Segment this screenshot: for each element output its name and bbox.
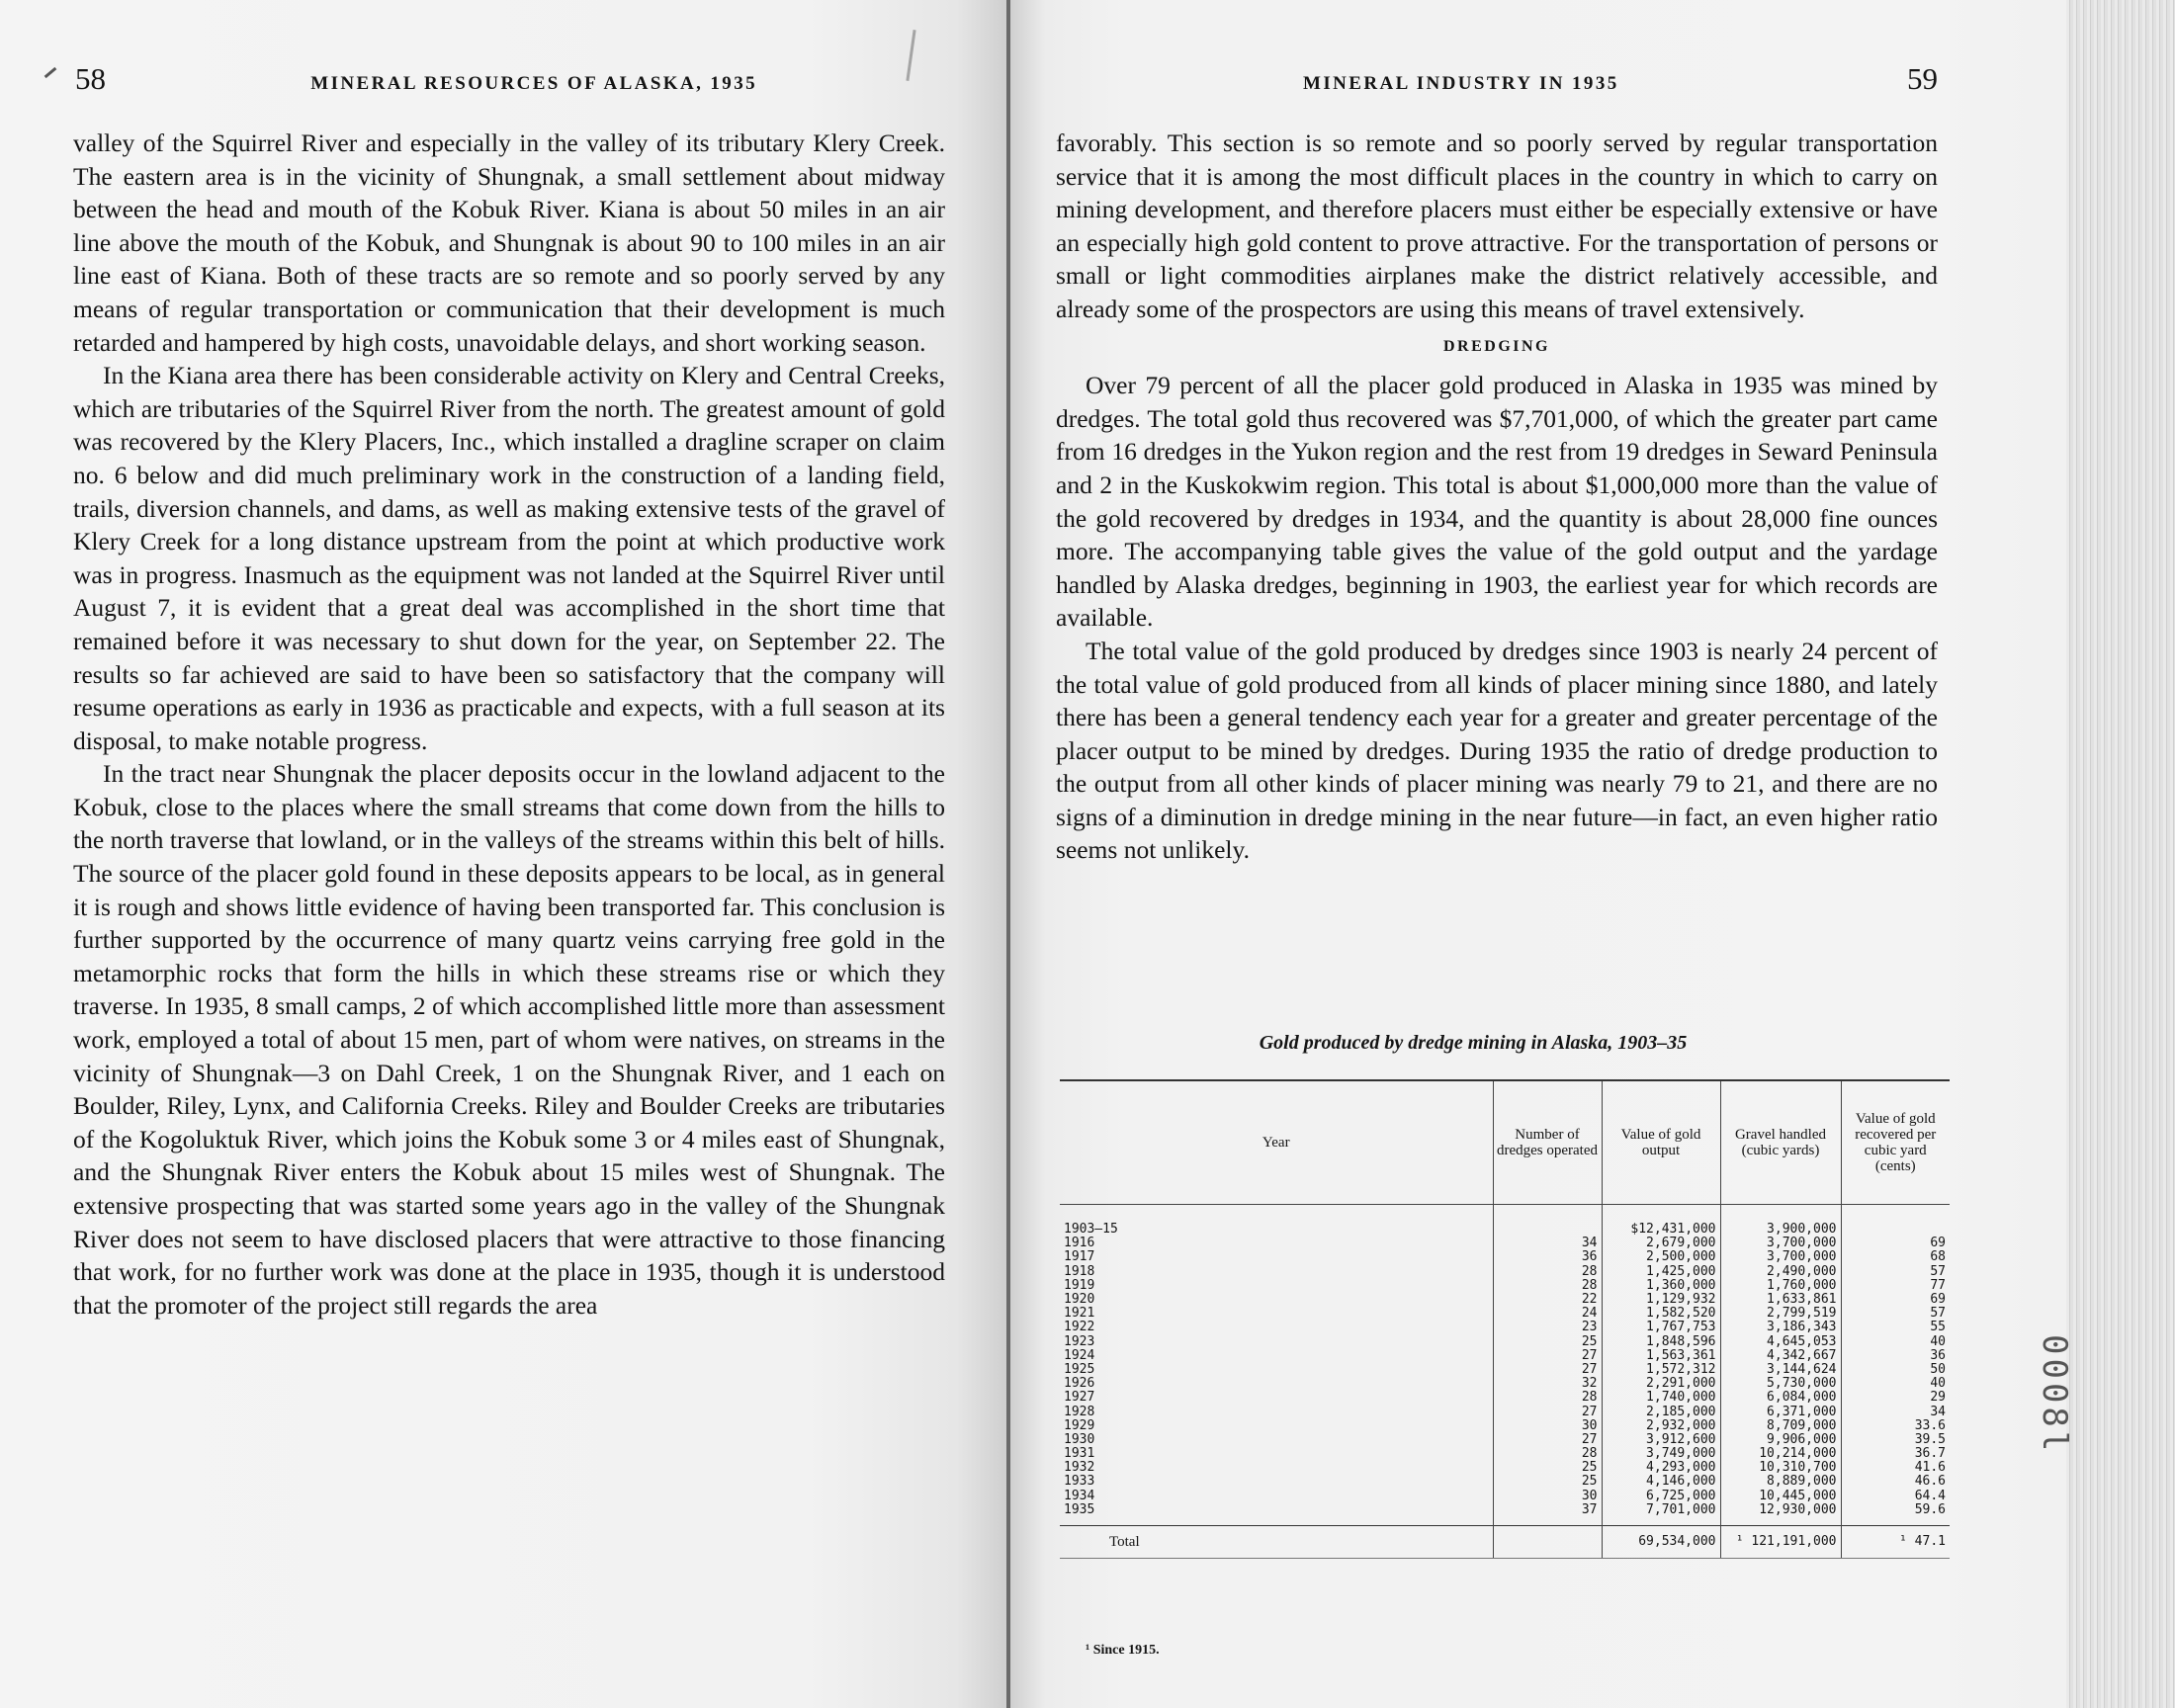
table-cell-cents: 39.5 xyxy=(1841,1433,1950,1447)
table-total-dredges xyxy=(1493,1525,1602,1558)
table-cell-gravel: 1,760,000 xyxy=(1720,1279,1841,1293)
table-cell-year: 1920 xyxy=(1064,1292,1095,1308)
table-cell-year: 1924 xyxy=(1064,1347,1095,1363)
table-row xyxy=(1060,1307,1950,1321)
table-cell-year: 1931 xyxy=(1064,1446,1095,1462)
table-row xyxy=(1060,1321,1950,1334)
column-header: Gravel handled (cubic yards) xyxy=(1720,1080,1841,1205)
table-cell-value: 2,932,000 xyxy=(1602,1419,1720,1433)
table-total-label: Total xyxy=(1060,1525,1493,1558)
table-cell-cents: 41.6 xyxy=(1841,1461,1950,1475)
right-page-header xyxy=(1303,61,1938,101)
table-cell-cents: 29 xyxy=(1841,1391,1950,1405)
table-cell-gravel: 10,310,700 xyxy=(1720,1461,1841,1475)
table-cell-year: 1935 xyxy=(1064,1501,1095,1517)
table-cell-dredges: 23 xyxy=(1493,1321,1602,1334)
table-cell-gravel: 3,700,000 xyxy=(1720,1237,1841,1250)
table-cell-cents: 68 xyxy=(1841,1250,1950,1264)
table-row xyxy=(1060,1377,1950,1391)
running-head: MINERAL RESOURCES OF ALASKA, 1935 xyxy=(310,73,757,94)
table-cell-value: 2,185,000 xyxy=(1602,1405,1720,1418)
table-row xyxy=(1060,1265,1950,1279)
table-cell-dredges: 27 xyxy=(1493,1405,1602,1418)
left-page xyxy=(0,0,1006,1708)
table-cell-gravel: 6,084,000 xyxy=(1720,1391,1841,1405)
body-paragraph: The total value of the gold produced by dredges since 1903 is nearly 24 percent of the total value of gold produced from all kinds of placer mining since 1880, and lately there has been a general tendency each year for a greater and greater percentage of the placer output to be mined by dredges. During 1935 the ratio of dredge production to the output from all other kinds of placer mining was nearly 79 to 21, and there are no signs of a diminution in dredge mining in the near future—in fact, an even higher ratio seems not unlikely. xyxy=(1056,636,1938,865)
table-header-row xyxy=(1060,1080,1950,1205)
table-cell-value: 1,572,312 xyxy=(1602,1363,1720,1377)
column-header: Value of gold recovered per cubic yard (cents) xyxy=(1841,1080,1950,1205)
table-cell-dredges: 27 xyxy=(1493,1349,1602,1363)
page-number: 58 xyxy=(75,61,106,96)
table-cell-value: 3,912,600 xyxy=(1602,1433,1720,1447)
body-paragraph: In the tract near Shungnak the placer deposits occur in the lowland adjacent to the Kobuk, close to the places where the small streams that come down from the hills to the north traverse that lowland, or in the valleys of the streams within this belt of hills. The source of the placer gold found in these deposits appears to be local, as in general it is rough and shows little evidence of having been transported far. This conclusion is further supported by the occurrence of many quartz veins carrying free gold in the metamorphic rocks that form the hills in which these streams rise or which they traverse. In 1935, 8 small camps, 2 of which accomplished little more than assessment work, employed a total of about 15 men, part of whom were natives, on streams in the vicinity of Shungnak—3 on Dahl Creek, 1 on the Shungnak River, and 1 each on Boulder, Riley, Lynx, and California Creeks. Riley and Boulder Creeks are tributaries of the Kogoluktuk River, which joins the Kobuk some 3 or 4 miles east of Shungnak, and the Shungnak River enters the Kobuk about 15 miles west of Shungnak. The extensive prospecting that was started some years ago in the valley of the Shungnak River does not seem to have disclosed placers that were attractive to those financing that work, for no further work was done at the place in 1935, though it is understood that the promoter of the project still regards the area xyxy=(73,759,945,1320)
page-number: 59 xyxy=(1907,61,1938,96)
table-cell-cents: 69 xyxy=(1841,1237,1950,1250)
table-total-gravel: ¹ 121,191,000 xyxy=(1720,1525,1841,1558)
table-cell-value: 2,679,000 xyxy=(1602,1237,1720,1250)
table-cell-year: 1922 xyxy=(1064,1320,1095,1335)
table-cell-dredges: 37 xyxy=(1493,1503,1602,1526)
table-cell-year: 1919 xyxy=(1064,1277,1095,1293)
table-row xyxy=(1060,1250,1950,1264)
table-cell-dredges: 25 xyxy=(1493,1461,1602,1475)
table-cell-year: 1926 xyxy=(1064,1376,1095,1392)
table-total-row xyxy=(1060,1525,1950,1558)
pencil-tick xyxy=(44,67,57,78)
table-cell-value: 1,129,932 xyxy=(1602,1293,1720,1307)
table-cell-value: 4,293,000 xyxy=(1602,1461,1720,1475)
table-cell-cents: 64.4 xyxy=(1841,1490,1950,1503)
table-title: Gold produced by dredge mining in Alaska, 1903–35 xyxy=(1259,1032,1688,1054)
table-cell-gravel: 9,906,000 xyxy=(1720,1433,1841,1447)
table-cell-year: 1903–15 xyxy=(1064,1222,1118,1238)
table-cell-dredges: 34 xyxy=(1493,1237,1602,1250)
table-row xyxy=(1060,1205,1950,1238)
table-row xyxy=(1060,1419,1950,1433)
right-page-body xyxy=(1056,127,1938,867)
left-page-header xyxy=(75,61,945,101)
table-cell-year: 1916 xyxy=(1064,1236,1095,1251)
table-cell-gravel: 12,930,000 xyxy=(1720,1503,1841,1526)
table-cell-value: 1,360,000 xyxy=(1602,1279,1720,1293)
table-cell-gravel: 3,700,000 xyxy=(1720,1250,1841,1264)
table-cell-dredges: 24 xyxy=(1493,1307,1602,1321)
table-cell-value: 1,740,000 xyxy=(1602,1391,1720,1405)
table-cell-dredges: 28 xyxy=(1493,1265,1602,1279)
table-cell-cents: 77 xyxy=(1841,1279,1950,1293)
table-cell-dredges: 28 xyxy=(1493,1447,1602,1461)
table-cell-dredges: 32 xyxy=(1493,1377,1602,1391)
table-cell-cents: 36.7 xyxy=(1841,1447,1950,1461)
table-cell-cents: 33.6 xyxy=(1841,1419,1950,1433)
table-row xyxy=(1060,1293,1950,1307)
column-header: Number of dredges operated xyxy=(1493,1080,1602,1205)
table-cell-year: 1932 xyxy=(1064,1460,1095,1476)
table-cell-gravel: 3,900,000 xyxy=(1720,1205,1841,1238)
table-cell-year: 1921 xyxy=(1064,1306,1095,1322)
table-cell-value: $12,431,000 xyxy=(1602,1205,1720,1238)
table-cell-cents: 36 xyxy=(1841,1349,1950,1363)
table-cell-gravel: 2,799,519 xyxy=(1720,1307,1841,1321)
table-cell-cents: 40 xyxy=(1841,1335,1950,1349)
table-cell-year: 1917 xyxy=(1064,1249,1095,1265)
table-row xyxy=(1060,1447,1950,1461)
table-cell-year: 1928 xyxy=(1064,1404,1095,1419)
table-cell-dredges xyxy=(1493,1205,1602,1238)
page-edges xyxy=(2066,0,2175,1708)
table-cell-cents: 69 xyxy=(1841,1293,1950,1307)
table-body xyxy=(1060,1205,1950,1559)
table-cell-value: 1,563,361 xyxy=(1602,1349,1720,1363)
table-row xyxy=(1060,1363,1950,1377)
table-cell-year: 1927 xyxy=(1064,1390,1095,1406)
table-cell-cents xyxy=(1841,1205,1950,1238)
table-row xyxy=(1060,1335,1950,1349)
table-cell-year: 1930 xyxy=(1064,1431,1095,1447)
table-cell-value: 2,291,000 xyxy=(1602,1377,1720,1391)
running-head: MINERAL INDUSTRY IN 1935 xyxy=(1303,73,1619,94)
table-cell-gravel: 6,371,000 xyxy=(1720,1405,1841,1418)
table-cell-value: 4,146,000 xyxy=(1602,1475,1720,1489)
table-cell-cents: 55 xyxy=(1841,1321,1950,1334)
table-footnote: ¹ Since 1915. xyxy=(1086,1643,1160,1658)
table-row xyxy=(1060,1279,1950,1293)
table-cell-gravel: 8,889,000 xyxy=(1720,1475,1841,1489)
table-cell-gravel: 3,186,343 xyxy=(1720,1321,1841,1334)
table-cell-dredges: 28 xyxy=(1493,1279,1602,1293)
archive-stamp: 0008l xyxy=(2035,1334,2074,1456)
table-cell-dredges: 30 xyxy=(1493,1490,1602,1503)
table-cell-value: 6,725,000 xyxy=(1602,1490,1720,1503)
table-cell-gravel: 3,144,624 xyxy=(1720,1363,1841,1377)
table-cell-value: 1,582,520 xyxy=(1602,1307,1720,1321)
table-cell-dredges: 27 xyxy=(1493,1433,1602,1447)
table-row xyxy=(1060,1433,1950,1447)
table-cell-cents: 40 xyxy=(1841,1377,1950,1391)
table-row xyxy=(1060,1405,1950,1418)
table-cell-dredges: 28 xyxy=(1493,1391,1602,1405)
table-cell-gravel: 5,730,000 xyxy=(1720,1377,1841,1391)
table-row xyxy=(1060,1475,1950,1489)
table-cell-year: 1933 xyxy=(1064,1474,1095,1490)
left-page-body xyxy=(73,127,945,1322)
table-cell-gravel: 4,342,667 xyxy=(1720,1349,1841,1363)
table-cell-cents: 46.6 xyxy=(1841,1475,1950,1489)
table-cell-year: 1934 xyxy=(1064,1488,1095,1503)
table-total-cents: ¹ 47.1 xyxy=(1841,1525,1950,1558)
body-paragraph: favorably. This section is so remote and so poorly served by regular transportation service that it is among the most difficult places in the country in which to carry on mining development, and therefore placers must either be especially extensive or have an especially high gold content to prove attractive. For the transportation of persons or small or light commodities airplanes make the district relatively accessible, and already some of the prospectors are using this means of travel extensively. xyxy=(1056,128,1938,323)
table-cell-value: 2,500,000 xyxy=(1602,1250,1720,1264)
table-cell-dredges: 36 xyxy=(1493,1250,1602,1264)
table-cell-value: 1,425,000 xyxy=(1602,1265,1720,1279)
table-cell-cents: 59.6 xyxy=(1841,1503,1950,1526)
table-cell-dredges: 22 xyxy=(1493,1293,1602,1307)
table-cell-value: 3,749,000 xyxy=(1602,1447,1720,1461)
table-total-value: 69,534,000 xyxy=(1602,1525,1720,1558)
table-cell-year: 1925 xyxy=(1064,1361,1095,1377)
table-cell-value: 7,701,000 xyxy=(1602,1503,1720,1526)
table-cell-dredges: 25 xyxy=(1493,1475,1602,1489)
table-cell-value: 1,767,753 xyxy=(1602,1321,1720,1334)
table-row xyxy=(1060,1490,1950,1503)
table-cell-year: 1929 xyxy=(1064,1417,1095,1433)
table-cell-dredges: 27 xyxy=(1493,1363,1602,1377)
column-header: Value of gold output xyxy=(1602,1080,1720,1205)
table-cell-gravel: 1,633,861 xyxy=(1720,1293,1841,1307)
table-cell-gravel: 2,490,000 xyxy=(1720,1265,1841,1279)
table-cell-value: 1,848,596 xyxy=(1602,1335,1720,1349)
body-paragraph: Over 79 percent of all the placer gold produced in Alaska in 1935 was mined by dredges. The total gold thus recovered was $7,701,000, of which the greater part came from 16 dredges in the Yukon region and the rest from 19 dredges in Seward Peninsula and 2 in the Kuskokwim region. This total is about $1,000,000 more than the value of the gold recovered by dredges in 1934, and the quantity is about 28,000 fine ounces more. The accompanying table gives the value of the gold output and the yardage handled by Alaska dredges, beginning in 1903, the earliest year for which records are available. xyxy=(1056,371,1938,633)
table-cell-dredges: 25 xyxy=(1493,1335,1602,1349)
table-row xyxy=(1060,1237,1950,1250)
table-cell-year: 1923 xyxy=(1064,1333,1095,1349)
table-row xyxy=(1060,1349,1950,1363)
section-heading: DREDGING xyxy=(1442,337,1550,355)
table-cell-gravel: 8,709,000 xyxy=(1720,1419,1841,1433)
table-cell-cents: 34 xyxy=(1841,1405,1950,1418)
table-row xyxy=(1060,1503,1950,1526)
table-row xyxy=(1060,1391,1950,1405)
table-cell-gravel: 10,445,000 xyxy=(1720,1490,1841,1503)
table-cell-gravel: 10,214,000 xyxy=(1720,1447,1841,1461)
table-cell-gravel: 4,645,053 xyxy=(1720,1335,1841,1349)
table-cell-cents: 57 xyxy=(1841,1265,1950,1279)
table-cell-cents: 50 xyxy=(1841,1363,1950,1377)
column-header: Year xyxy=(1060,1080,1493,1205)
body-paragraph: In the Kiana area there has been considerable activity on Klery and Central Creeks, which are tributaries of the Squirrel River from the north. The greatest amount of gold was recovered by the Klery Placers, Inc., which installed a dragline scraper on claim no. 6 below and did much preliminary work in the construction of a landing field, trails, diversion channels, and dams, as well as making extensive tests of the gravel of Klery Creek for a long distance upstream from the point at which productive work was in progress. Inasmuch as the equipment was not landed at the Squirrel River until August 7, it is evident that a great deal was accomplished in the short time that remained before it was necessary to shut down for the year, on September 22. The results so far achieved are said to have been so satisfactory that the company will resume operations as early in 1936 as practicable and expects, with a full season at its disposal, to make notable progress. xyxy=(73,361,945,755)
table-row xyxy=(1060,1461,1950,1475)
table-cell-cents: 57 xyxy=(1841,1307,1950,1321)
table-cell-dredges: 30 xyxy=(1493,1419,1602,1433)
table-cell-year: 1918 xyxy=(1064,1263,1095,1279)
body-paragraph: valley of the Squirrel River and especially in the valley of its tributary Klery Creek. The eastern area is in the vicinity of Shungnak, a small settlement about midway between the head and mouth of the Kobuk River. Kiana is about 50 miles in an air line above the mouth of the Kobuk, and Shungnak is about 90 to 100 miles in an air line east of Kiana. Both of these tracts are so remote and so poorly served by any means of regular transportation or communication that their development is much retarded and hampered by high costs, unavoidable delays, and short working season. xyxy=(73,128,945,357)
gold-dredge-table xyxy=(1060,1079,1950,1559)
